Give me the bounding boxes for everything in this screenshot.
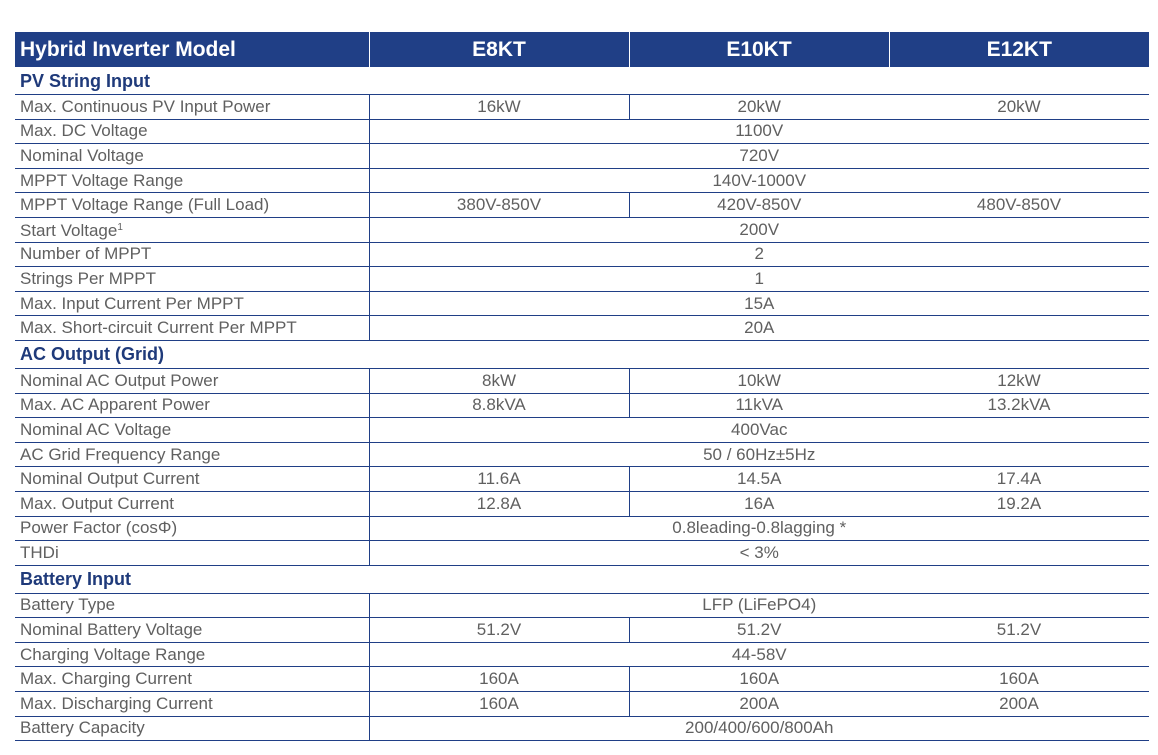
spec-label-text: MPPT Voltage Range (Full Load) [20,195,270,215]
section-title: AC Output (Grid) [15,340,1149,368]
spec-value: 8.8kVA [369,393,629,418]
spec-value: 13.2kVA [889,393,1149,418]
spec-label-text: Max. Continuous PV Input Power [20,96,271,116]
spec-label [15,368,369,393]
spec-value: 380V-850V [369,193,629,218]
spec-label [15,193,369,218]
spec-label-text: Max. DC Voltage [20,121,148,141]
spec-value: 12.8A [369,491,629,516]
spec-sheet [15,32,1149,741]
spec-label [15,119,369,144]
spec-label [15,667,369,692]
spec-label-text: Max. Charging Current [20,669,192,689]
spec-row [15,267,1149,292]
spec-value: 44-58V [369,642,1149,667]
spec-value: 480V-850V [889,193,1149,218]
spec-label-text: Max. Short-circuit Current Per MPPT [20,318,297,338]
spec-row [15,393,1149,418]
spec-label [15,593,369,618]
model-e12kt: E12KT [889,32,1149,67]
spec-value: 16kW [369,95,629,120]
spec-row [15,368,1149,393]
spec-label-text: Max. Output Current [20,493,175,513]
spec-value: 720V [369,144,1149,169]
spec-row [15,667,1149,692]
spec-label-text: Charging Voltage Range [20,644,206,664]
spec-label [15,541,369,566]
spec-label [15,144,369,169]
spec-row [15,516,1149,541]
spec-value: 200/400/600/800Ah [369,716,1149,741]
model-e8kt: E8KT [369,32,629,67]
spec-label-text: Nominal Voltage [20,145,144,165]
spec-label [15,692,369,717]
spec-label [15,716,369,741]
spec-label [15,467,369,492]
spec-value: 50 / 60Hz±5Hz [369,442,1149,467]
spec-label [15,491,369,516]
spec-row [15,618,1149,643]
section-header [15,565,1149,593]
spec-label-text: Nominal Battery Voltage [20,620,203,640]
spec-value: 10kW [629,368,889,393]
spec-value: 2 [369,242,1149,267]
spec-label-text: Max. Input Current Per MPPT [20,293,244,313]
spec-value: 15A [369,291,1149,316]
spec-label-text: Battery Type [20,595,116,615]
spec-label-text: Max. AC Apparent Power [20,395,210,415]
spec-label-text: MPPT Voltage Range [20,170,184,190]
spec-row [15,242,1149,267]
spec-label-text: AC Grid Frequency Range [20,444,221,464]
spec-label-text: Number of MPPT [20,244,152,264]
spec-value: 16A [629,491,889,516]
spec-label [15,418,369,443]
section-header [15,67,1149,95]
spec-row [15,119,1149,144]
spec-value: 160A [369,667,629,692]
footnote-marker: 1 [117,222,123,234]
spec-value: 51.2V [889,618,1149,643]
spec-label-text: Nominal Output Current [20,469,200,489]
spec-label [15,316,369,341]
spec-value: 20kW [629,95,889,120]
spec-label-text: Max. Discharging Current [20,693,213,713]
model-label: Hybrid Inverter Model [15,32,369,67]
spec-value: 20kW [889,95,1149,120]
spec-value: 17.4A [889,467,1149,492]
spec-row [15,491,1149,516]
spec-label-text: THDi [20,542,59,562]
spec-row [15,642,1149,667]
spec-value: < 3% [369,541,1149,566]
spec-label-text: Power Factor (cosΦ) [20,518,178,538]
model-e10kt: E10KT [629,32,889,67]
section-title: Battery Input [15,565,1149,593]
spec-label [15,217,369,242]
spec-value: 420V-850V [629,193,889,218]
spec-row [15,442,1149,467]
spec-value: 200A [629,692,889,717]
spec-label [15,516,369,541]
spec-label [15,95,369,120]
spec-value: 12kW [889,368,1149,393]
spec-label [15,642,369,667]
spec-label [15,393,369,418]
spec-row [15,217,1149,242]
spec-label [15,168,369,193]
spec-value: 0.8leading-0.8lagging * [369,516,1149,541]
spec-label [15,267,369,292]
spec-value: 1100V [369,119,1149,144]
spec-row [15,291,1149,316]
spec-row [15,95,1149,120]
section-title: PV String Input [15,67,1149,95]
spec-value: 140V-1000V [369,168,1149,193]
spec-table [15,32,1149,741]
spec-row [15,716,1149,741]
spec-label-text: Start Voltage [20,221,118,241]
spec-row [15,168,1149,193]
spec-label [15,291,369,316]
spec-row [15,418,1149,443]
spec-value: 51.2V [629,618,889,643]
spec-value: LFP (LiFePO4) [369,593,1149,618]
spec-row [15,193,1149,218]
spec-row [15,593,1149,618]
section-header [15,340,1149,368]
header-row [15,32,1149,67]
spec-value: 11kVA [629,393,889,418]
spec-value: 8kW [369,368,629,393]
spec-row [15,316,1149,341]
spec-value: 20A [369,316,1149,341]
spec-row [15,144,1149,169]
spec-value: 160A [369,692,629,717]
spec-label-text: Strings Per MPPT [20,268,157,288]
spec-value: 14.5A [629,467,889,492]
spec-row [15,467,1149,492]
spec-value: 160A [889,667,1149,692]
spec-label-text: Battery Capacity [20,718,145,738]
spec-value: 51.2V [369,618,629,643]
spec-value: 11.6A [369,467,629,492]
spec-value: 19.2A [889,491,1149,516]
spec-label [15,442,369,467]
spec-label [15,618,369,643]
spec-value: 1 [369,267,1149,292]
spec-value: 200V [369,217,1149,242]
spec-row [15,692,1149,717]
spec-value: 200A [889,692,1149,717]
spec-label-text: Nominal AC Voltage [20,419,172,439]
spec-body [15,67,1149,741]
spec-label-text: Nominal AC Output Power [20,370,219,390]
spec-row [15,541,1149,566]
spec-label [15,242,369,267]
spec-value: 400Vac [369,418,1149,443]
spec-value: 160A [629,667,889,692]
